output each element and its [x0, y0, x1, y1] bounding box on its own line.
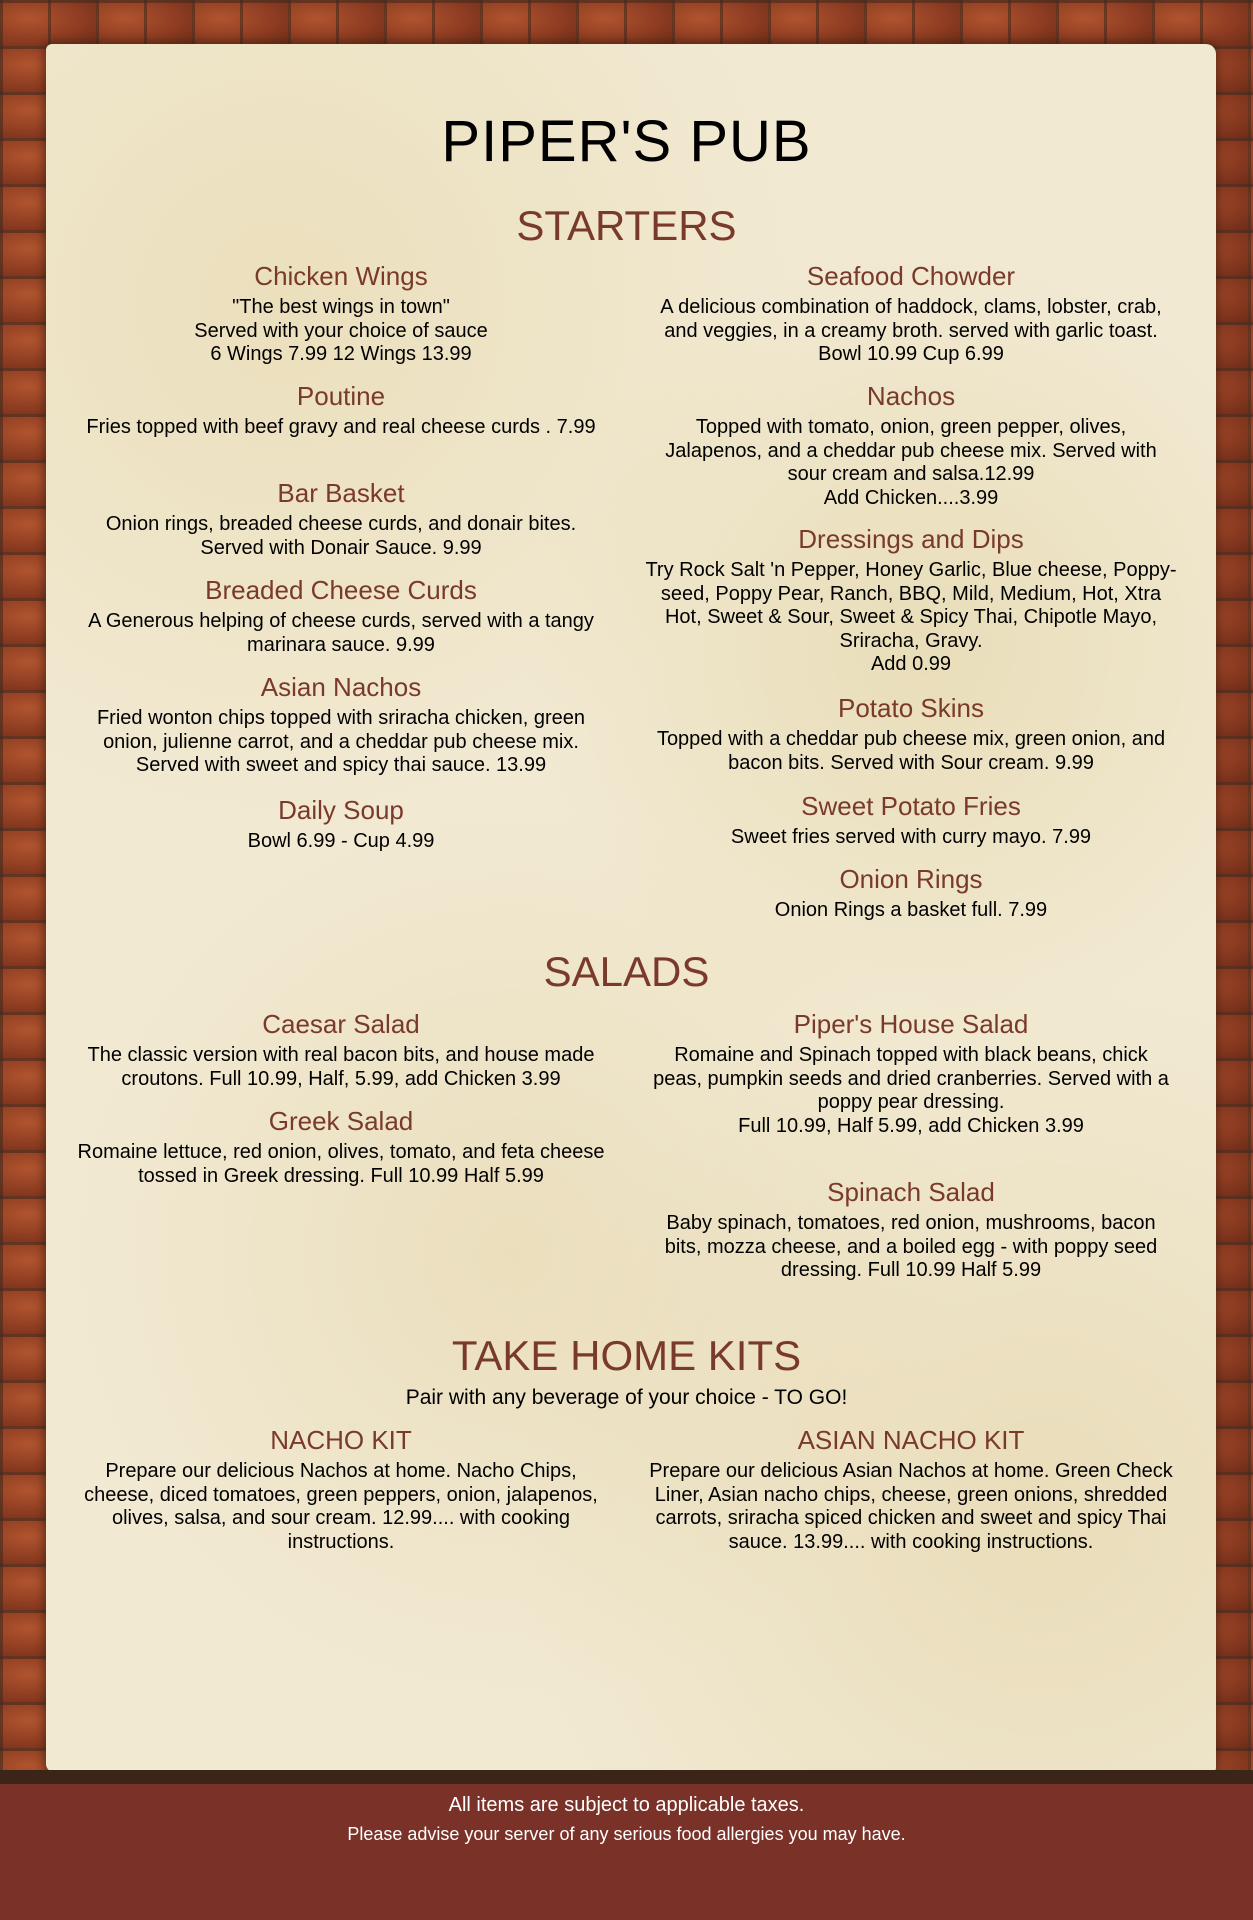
menu-item-poutine	[66, 380, 616, 440]
tax-notice: All items are subject to applicable taxes.	[448, 1794, 805, 1816]
item-name: Breaded Cheese Curds	[205, 575, 477, 605]
salads-heading: SALADS	[543, 948, 710, 995]
item-description: Prepare our delicious Asian Nachos at home. Green Check Liner, Asian nacho chips, cheese, green onions, shredded carrots, sriracha spiced chicken and sweet and spicy Thai sauce. 13.99.... with cooking instructions.	[649, 1460, 1173, 1553]
item-name: Spinach Salad	[827, 1177, 995, 1207]
menu-item-potato-skins	[636, 692, 1186, 775]
item-name: Bar Basket	[277, 478, 405, 508]
menu-item-onion-rings	[636, 863, 1186, 923]
item-name: Potato Skins	[838, 693, 984, 723]
item-name: Poutine	[296, 381, 386, 411]
item-name: Seafood Chowder	[806, 261, 1016, 291]
menu-item-sweet-potato-fries	[636, 790, 1186, 850]
starters-heading: STARTERS	[516, 202, 737, 249]
item-description: A Generous helping of cheese curds, served with a tangy marinara sauce. 9.99	[88, 610, 594, 656]
menu-item-pipers-house-salad	[636, 1008, 1186, 1138]
item-name: Dressings and Dips	[798, 524, 1024, 554]
item-description: Onion Rings a basket full. 7.99	[774, 899, 1048, 921]
item-name: ASIAN NACHO KIT	[797, 1425, 1025, 1455]
item-description: Onion rings, breaded cheese curds, and donair bites. Served with Donair Sauce. 9.99	[105, 513, 577, 559]
menu-item-bar-basket	[66, 477, 616, 560]
item-description: Romaine and Spinach topped with black beans, chick peas, pumpkin seeds and dried cranberries. Served with a poppy pear dressing. Full 10.99, Half 5.99, add Chicken 3.99	[653, 1044, 1169, 1137]
menu-item-nachos	[636, 380, 1186, 510]
item-name: Greek Salad	[268, 1106, 414, 1136]
item-description: Fries topped with beef gravy and real cheese curds . 7.99	[86, 416, 596, 438]
item-name: Asian Nachos	[260, 672, 422, 702]
item-description: "The best wings in town" Served with your choice of sauce 6 Wings 7.99 12 Wings 13.99	[194, 296, 488, 365]
menu-item-spinach-salad	[636, 1176, 1186, 1283]
menu-item-dressings-and-dips	[636, 523, 1186, 677]
item-description: Try Rock Salt 'n Pepper, Honey Garlic, Blue cheese, Poppy- seed, Poppy Pear, Ranch, BBQ, Mild, Medium, Hot, Xtra Hot, Sweet & Sour, Sweet & Spicy Thai, Chipotle Mayo, Sriracha, Gravy. Add 0.99	[645, 559, 1177, 675]
item-name: Nachos	[866, 381, 956, 411]
item-name: Onion Rings	[839, 864, 983, 894]
item-description: Baby spinach, tomatoes, red onion, mushrooms, bacon bits, mozza cheese, and a boiled egg - with poppy seed dressing. Full 10.99 Half 5.99	[664, 1212, 1158, 1281]
item-name: Sweet Potato Fries	[801, 791, 1021, 821]
item-description: Romaine lettuce, red onion, olives, tomato, and feta cheese tossed in Greek dressing. Full 10.99 Half 5.99	[77, 1141, 605, 1187]
item-name: NACHO KIT	[270, 1425, 412, 1455]
footer	[0, 1784, 1253, 1920]
item-description: Topped with tomato, onion, green pepper, olives, Jalapenos, and a cheddar pub cheese mix. Served with sour cream and salsa.12.99 Add Chicken....3.99	[665, 416, 1157, 509]
take-home-kits-heading: TAKE HOME KITS	[451, 1332, 802, 1379]
item-description: Bowl 6.99 - Cup 4.99	[247, 830, 435, 852]
menu-item-asian-nachos	[66, 671, 616, 778]
item-name: Caesar Salad	[262, 1009, 420, 1039]
restaurant-title: PIPER'S PUB	[441, 109, 812, 174]
menu-item-nacho-kit	[66, 1424, 616, 1554]
allergy-notice: Please advise your server of any serious food allergies you may have.	[347, 1824, 906, 1844]
menu-item-caesar-salad	[66, 1008, 616, 1091]
menu-item-chicken-wings	[66, 260, 616, 367]
item-description: A delicious combination of haddock, clams, lobster, crab, and veggies, in a creamy broth. served with garlic toast. Bowl 10.99 Cup 6.99	[660, 296, 1162, 365]
item-description: Sweet fries served with curry mayo. 7.99	[730, 826, 1092, 848]
menu-item-daily-soup	[66, 794, 616, 854]
menu-item-greek-salad	[66, 1105, 616, 1188]
item-description: Prepare our delicious Nachos at home. Nacho Chips, cheese, diced tomatoes, green peppers, onion, jalapenos, olives, salsa, and sour cream. 12.99.... with cooking instructions.	[84, 1460, 598, 1553]
menu-item-breaded-cheese-curds	[66, 574, 616, 657]
menu-item-seafood-chowder	[636, 260, 1186, 367]
footer-divider	[0, 1770, 1253, 1784]
item-description: Topped with a cheddar pub cheese mix, green onion, and bacon bits. Served with Sour cream. 9.99	[656, 728, 1166, 774]
item-name: Piper's House Salad	[793, 1009, 1029, 1039]
item-description: Fried wonton chips topped with sriracha chicken, green onion, julienne carrot, and a cheddar pub cheese mix. Served with sweet and spicy thai sauce. 13.99	[96, 707, 586, 776]
menu-item-asian-nacho-kit	[636, 1424, 1186, 1554]
kits-subtitle: Pair with any beverage of your choice - TO GO!	[405, 1386, 848, 1409]
item-name: Daily Soup	[278, 795, 404, 825]
item-name: Chicken Wings	[254, 261, 428, 291]
item-description: The classic version with real bacon bits, and house made croutons. Full 10.99, Half, 5.99, add Chicken 3.99	[87, 1044, 595, 1090]
